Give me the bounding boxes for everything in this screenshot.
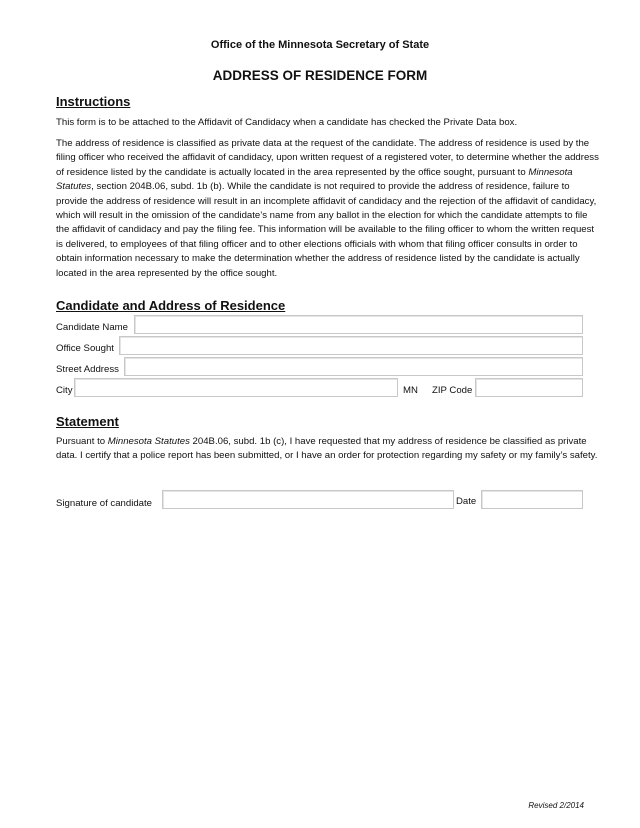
form-title: ADDRESS OF RESIDENCE FORM (212, 68, 428, 83)
date-field[interactable] (481, 490, 583, 509)
instructions-body (56, 137, 602, 281)
statement-heading: Statement (56, 414, 119, 429)
state-label: MN (403, 385, 418, 396)
instructions-intro: This form is to be attached to the Affidavit of Candidacy when a candidate has checked the Private Data box. (56, 117, 518, 128)
signature-label: Signature of candidate (56, 498, 153, 509)
city-label: City (56, 385, 73, 396)
candidate-heading: Candidate and Address of Residence (56, 298, 286, 313)
statute-name: Minnesota Statutes (107, 436, 190, 447)
street-address-field[interactable] (124, 357, 583, 376)
statement-pre: Pursuant to (56, 436, 108, 447)
signature-field[interactable] (162, 490, 454, 509)
candidate-name-label: Candidate Name (56, 322, 128, 333)
body-text-cont: , section 204B.06, subd. 1b (b). While the candidate is not required to provide the address of residence, failure to provide the address of residence will result in an incomplete affidavit of candidacy and the rejection of the affidavit of candidacy, which will result in the omission of the candidate’s name from any ballot in the election for which the candidate attempts to file the affidavit of candidacy and pay the filing fee. This information will be available to the filing officer to whom the written request is delivered, to employees of that filing officer and to other elections officials with whom that filing officer consults in order to obtain information necessary to make the determination whether the address of residence listed by the candidate is actually located in the area represented by the office sought. (56, 181, 597, 279)
statement-post: 204B.06, subd. 1b (c), I have requested that my address of residence be classified as private data. I certify that a police report has been submitted, or I have an order for protection regarding my safety or my family’s safety. (56, 436, 598, 462)
city-field[interactable] (74, 378, 398, 397)
revision-date: Revised 2/2014 (528, 801, 584, 810)
candidate-name-field[interactable] (134, 315, 583, 334)
office-sought-label: Office Sought (56, 343, 114, 354)
zip-field[interactable] (475, 378, 583, 397)
body-text: The address of residence is classified as private data at the request of the candidate. The address of residence is used by the filing officer who received the affidavit of candidacy, upon written request of a registered voter, to determine whether the address of residence listed by the candidate is actually located in the area represented by the office sought, pursuant to (56, 138, 599, 178)
date-label: Date (456, 496, 477, 507)
zip-label: ZIP Code (432, 385, 473, 396)
street-address-label: Street Address (56, 364, 119, 375)
office-header: Office of the Minnesota Secretary of State (210, 39, 430, 51)
office-sought-field[interactable] (119, 336, 583, 355)
statement-text (56, 435, 602, 464)
statute-name: Minnesota Statutes (56, 166, 573, 193)
instructions-heading: Instructions (56, 94, 131, 109)
